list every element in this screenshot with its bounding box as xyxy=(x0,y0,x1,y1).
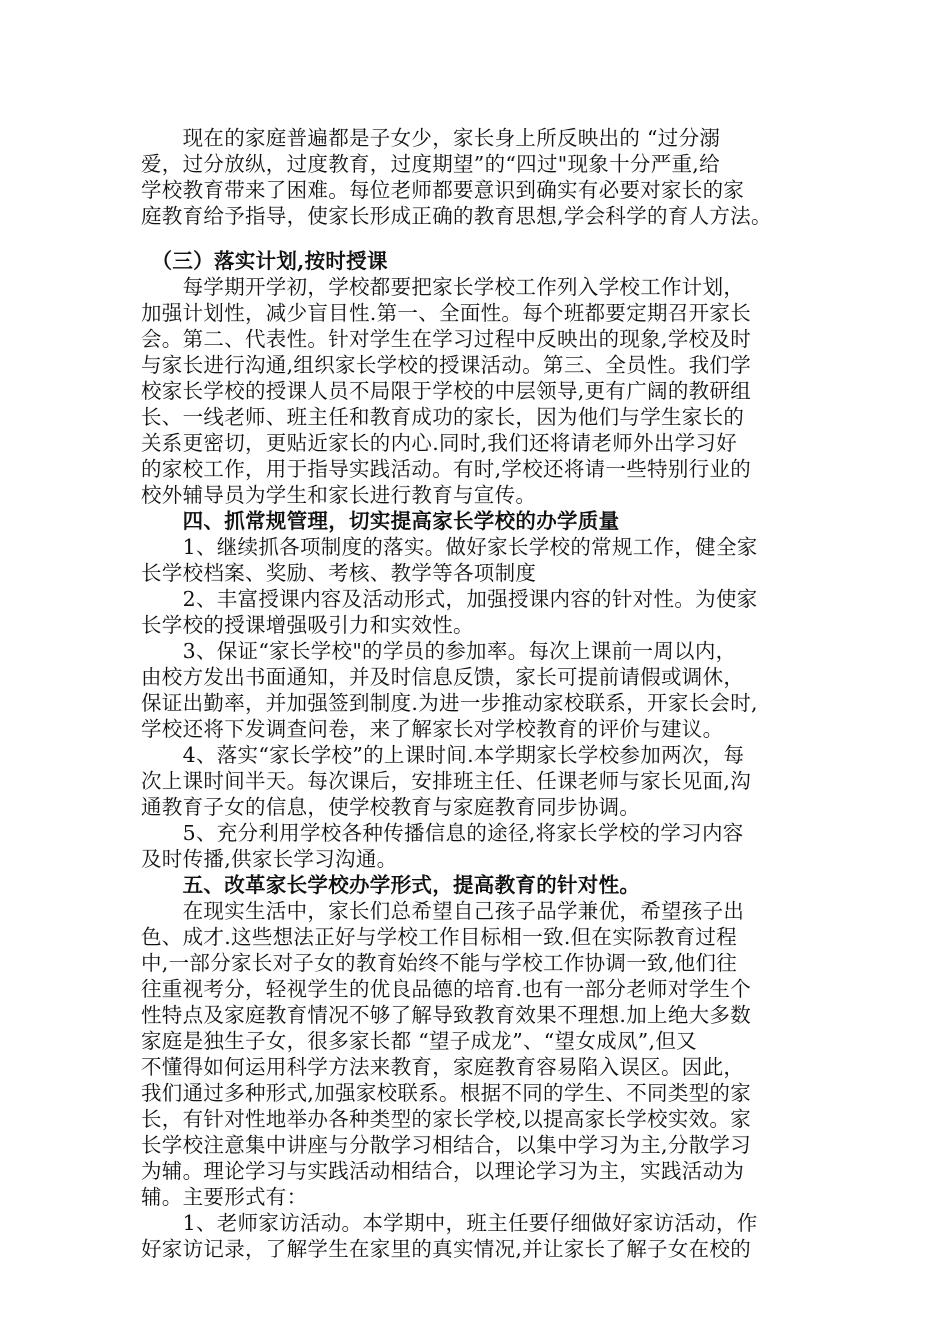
text-line: 会。第二、代表性。针对学生在学习过程中反映出的现象,学校及时 xyxy=(141,327,752,351)
text-line: 加强计划性，减少盲目性.第一、全面性。每个班都要定期召开家长 xyxy=(141,301,752,325)
section-heading: 四、抓常规管理，切实提高家长学校的办学质量 xyxy=(141,509,620,533)
text-line: 4、落实“家长学校”的上课时间.本学期家长学校参加两次，每 xyxy=(141,743,745,767)
text-line: 中,一部分家长对子女的教育始终不能与学校工作协调一致,他们往 xyxy=(141,951,738,975)
text-line: 在现实生活中，家长们总希望自己孩子品学兼优，希望孩子出 xyxy=(141,899,745,923)
text-line: 关系更密切，更贴近家长的内心.同时,我们还将请老师外出学习好 xyxy=(141,431,738,455)
text-line: 保证出勤率，并加强签到制度.为进一步推动家校联系，开家长会时, xyxy=(141,691,758,715)
section-heading: （三）落实计划,按时授课 xyxy=(141,249,388,273)
text-line: 学校还将下发调查问卷，来了解家长对学校教育的评价与建议。 xyxy=(141,717,724,741)
text-line: 长学校的授课增强吸引力和实效性。 xyxy=(141,613,474,637)
text-line: 长学校档案、奖励、考核、教学等各项制度 xyxy=(141,561,537,585)
text-line: 色、成才.这些想法正好与学校工作目标相一致.但在实际教育过程 xyxy=(141,925,738,949)
text-line: 学校教育带来了困难。每位老师都要意识到确实有必要对家长的家 xyxy=(141,178,745,202)
text-line: 长、一线老师、班主任和教育成功的家长，因为他们与学生家长的 xyxy=(141,405,745,429)
text-line: 为辅。理论学习与实践活动相结合，以理论学习为主，实践活动为 xyxy=(141,1159,745,1183)
text-line: 辅。主要形式有： xyxy=(141,1185,308,1209)
text-line: 我们通过多种形式,加强家校联系。根据不同的学生、不同类型的家 xyxy=(141,1081,752,1105)
text-line: 家庭是独生子女，很多家长都 “望子成龙”、“望女成凤”,但又 xyxy=(141,1029,697,1053)
text-line: 长学校注意集中讲座与分散学习相结合，以集中学习为主,分散学习 xyxy=(141,1133,752,1157)
text-line: 好家访记录，了解学生在家里的真实情况,并让家长了解子女在校的 xyxy=(141,1237,752,1261)
text-line: 校家长学校的授课人员不局限于学校的中层领导,更有广阔的教研组 xyxy=(141,379,752,403)
text-line: 由校方发出书面通知，并及时信息反馈，家长可提前请假或调休， xyxy=(141,665,745,689)
text-line: 1、继续抓各项制度的落实。做好家长学校的常规工作，健全家 xyxy=(141,535,758,559)
text-line: 校外辅导员为学生和家长进行教育与宣传。 xyxy=(141,483,537,507)
text-line: 与家长进行沟通,组织家长学校的授课活动。第三、全员性。我们学 xyxy=(141,353,752,377)
text-line: 不懂得如何运用科学方法来教育，家庭教育容易陷入误区。因此， xyxy=(141,1055,745,1079)
text-line: 现在的家庭普遍都是子女少，家长身上所反映出的 “过分溺 xyxy=(141,126,721,150)
text-line: 1、老师家访活动。本学期中，班主任要仔细做好家访活动，作 xyxy=(141,1211,758,1235)
text-line: 5、充分利用学校各种传播信息的途径,将家长学校的学习内容 xyxy=(141,821,744,845)
text-line: 往重视考分，轻视学生的优良品德的培育.也有一部分老师对学生个 xyxy=(141,977,752,1001)
text-line: 长，有针对性地举办各种类型的家长学校,以提高家长学校实效。家 xyxy=(141,1107,752,1131)
text-line: 3、保证“家长学校"的学员的参加率。每次上课前一周以内， xyxy=(141,639,737,663)
section-heading: 五、改革家长学校办学形式，提高教育的针对性。 xyxy=(141,873,641,897)
text-line: 每学期开学初，学校都要把家长学校工作列入学校工作计划， xyxy=(141,275,745,299)
text-line: 次上课时间半天。每次课后，安排班主任、任课老师与家长见面,沟 xyxy=(141,769,752,793)
text-line: 的家校工作，用于指导实践活动。有时,学校还将请一些特别行业的 xyxy=(141,457,752,481)
text-line: 通教育子女的信息，使学校教育与家庭教育同步协调。 xyxy=(141,795,641,819)
text-line: 及时传播,供家长学习沟通。 xyxy=(141,847,398,871)
text-line: 2、丰富授课内容及活动形式，加强授课内容的针对性。为使家 xyxy=(141,587,758,611)
text-line: 爱，过分放纵，过度教育，过度期望”的“四过"现象十分严重,给 xyxy=(141,152,720,176)
text-line: 庭教育给予指导，使家长形成正确的教育思想,学会科学的育人方法。 xyxy=(141,204,772,228)
text-line: 性特点及家庭教育情况不够了解导致教育效果不理想.加上绝大多数 xyxy=(141,1003,752,1027)
